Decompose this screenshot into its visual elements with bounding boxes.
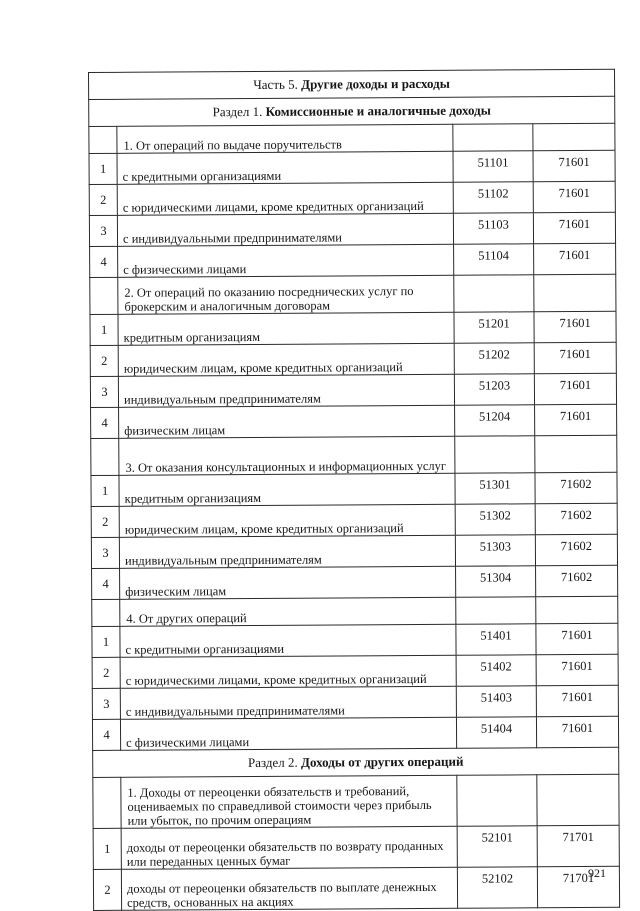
row-text: индивидуальным предпринимателям [119,535,455,568]
row-number: 3 [90,376,118,407]
row-text: доходы от переоценки обязательств по выплате денежных средств, основанных на акциях [121,867,457,910]
account-code: 51102 [453,182,533,213]
account-code: 52102 [457,867,537,908]
group-title: 1. Доходы от переоценки обязательств и требований, оцениваемых по справедливой стоимости через прибыль или убыток, по прочим операциям [121,775,457,828]
group-row [92,596,618,626]
row-text: юридическим лицам, кроме кредитных организаций [118,343,454,376]
symbol-code: 71601 [533,150,615,182]
group-row [89,123,615,153]
symbol-code: 71701 [537,825,619,867]
row-text: физическим лицам [120,566,456,599]
account-code: 51203 [454,374,534,405]
row-text: кредитным организациям [118,312,454,345]
group-row [93,774,619,828]
row-number: 2 [91,506,119,537]
row-text: доходы от переоценки обязательств по возврату проданных или переданных ценных бумаг [121,826,457,869]
symbol-code: 71601 [536,716,618,748]
part-title: Часть 5. Другие доходы и расходы [89,69,615,99]
row-text: с кредитными организациями [117,151,453,184]
account-code: 51202 [454,343,534,374]
symbol-code: 71602 [536,565,618,597]
account-code: 51302 [455,504,535,535]
row-number: 4 [92,719,120,750]
group-row [91,435,617,475]
table-row [90,373,616,407]
table-row [89,150,615,184]
table-row [91,404,617,438]
row-number: 2 [92,657,120,688]
row-text: с физическими лицами [118,244,454,277]
section-title: Раздел 1. Комиссионные и аналогичные доходы [89,96,615,126]
table-row [91,472,617,506]
account-code: 51404 [456,717,536,748]
section-header-row [89,96,615,126]
symbol-code: 71601 [536,654,618,686]
row-number: 1 [90,314,118,345]
symbol-code: 71602 [535,472,617,504]
row-number: 4 [90,246,118,277]
symbol-code: 71602 [535,503,617,535]
row-text: с физическими лицами [120,717,456,750]
table-row [93,825,619,869]
row-text: физическим лицам [119,405,455,438]
symbol-code: 71601 [534,342,616,374]
table-row [92,685,618,719]
row-text: с кредитными организациями [120,624,456,657]
row-text: юридическим лицам, кроме кредитных организаций [119,504,455,537]
account-code: 51304 [456,566,536,597]
table-row [92,565,618,599]
symbol-code: 71601 [533,181,615,213]
account-code: 51101 [453,151,533,182]
accounts-table [88,69,620,911]
row-number: 1 [91,475,119,506]
account-code: 51103 [453,213,533,244]
account-code: 51104 [454,244,534,275]
row-text: с юридическими лицами, кроме кредитных организаций [120,655,456,688]
row-text: индивидуальным предпринимателям [118,374,454,407]
row-text: с юридическими лицами, кроме кредитных организаций [117,182,453,215]
section-header-row [93,747,619,777]
table-row [92,716,618,750]
group-title: 1. От операций по выдаче поручительств [117,124,453,153]
row-number: 4 [92,568,120,599]
row-text: с индивидуальными предпринимателями [120,686,456,719]
table-row [93,866,619,910]
row-number: 3 [89,215,117,246]
part-header-row [89,69,615,99]
table-row [89,212,615,246]
table-row [91,503,617,537]
group-title: 2. От операций по оказанию посреднических услуг по брокерским и аналогичным договорам [118,275,454,314]
row-number: 2 [90,345,118,376]
row-number: 3 [91,537,119,568]
row-number: 1 [89,153,117,184]
account-code: 51303 [455,535,535,566]
row-text: с индивидуальными предпринимателями [117,213,453,246]
table-row [90,243,616,277]
row-number: 1 [92,626,120,657]
row-number: 3 [92,688,120,719]
row-number: 4 [91,407,119,438]
table-row [89,181,615,215]
symbol-code: 71601 [534,243,616,275]
group-title: 3. От оказания консультационных и информационных услуг [119,436,455,475]
account-code: 51401 [456,624,536,655]
account-code: 51204 [455,405,535,436]
table-row [90,342,616,376]
account-code: 52101 [457,826,537,867]
row-number: 2 [89,184,117,215]
table-row [91,534,617,568]
symbol-code: 71601 [534,373,616,405]
table-row [92,623,618,657]
symbol-code: 71601 [536,623,618,655]
symbol-code: 71601 [536,685,618,717]
row-number: 1 [93,828,121,869]
group-row [90,274,616,314]
account-code: 51201 [454,312,534,343]
row-number: 2 [93,869,121,910]
account-code: 51403 [456,686,536,717]
symbol-code: 71601 [533,212,615,244]
table-row [92,654,618,688]
table-row [90,311,616,345]
section-title: Раздел 2. Доходы от других операций [93,747,619,777]
row-text: кредитным организациям [119,473,455,506]
page-number: 921 [588,866,606,880]
account-code: 51301 [455,473,535,504]
group-title: 4. От других операций [120,597,456,626]
symbol-code: 71601 [535,404,617,436]
account-code: 51402 [456,655,536,686]
symbol-code: 71602 [535,534,617,566]
symbol-code: 71601 [534,311,616,343]
symbol-code: 71701 [537,866,619,908]
